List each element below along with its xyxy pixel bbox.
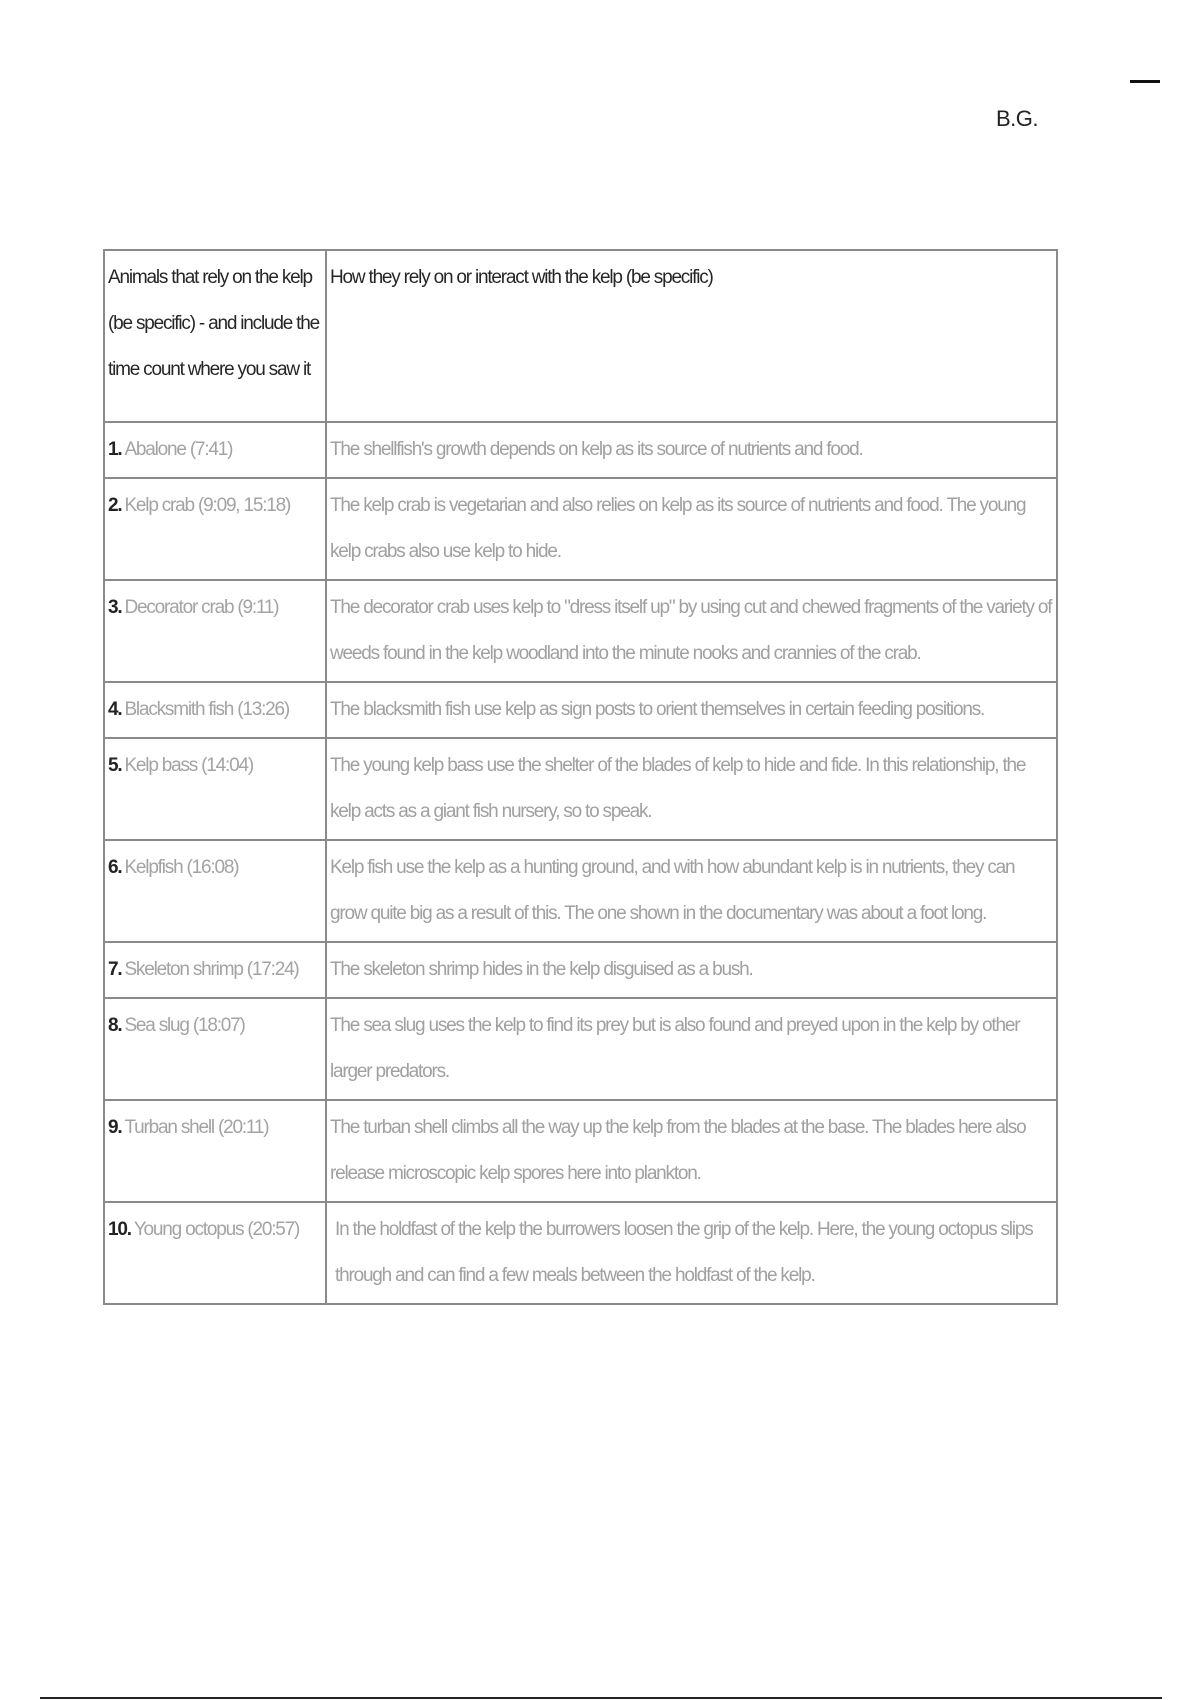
description-cell: The decorator crab uses kelp to "dress itself up" by using cut and chewed fragments of the variety of weeds found in the kelp woodland into the minute nooks and crannies of the crab.	[326, 580, 1057, 682]
animal-name: Sea slug (18:07)	[124, 1015, 245, 1036]
row-number: 1.	[108, 439, 122, 460]
row-number: 6.	[108, 857, 122, 878]
animal-cell	[104, 422, 326, 478]
description-cell: The skeleton shrimp hides in the kelp disguised as a bush.	[326, 942, 1057, 998]
table-row	[104, 998, 1057, 1100]
animal-cell	[104, 998, 326, 1100]
row-number: 3.	[108, 597, 122, 618]
animal-cell	[104, 478, 326, 580]
animal-name: Young octopus (20:57)	[133, 1219, 300, 1240]
description-cell: The turban shell climbs all the way up the kelp from the blades at the base. The blades here also release microscopic kelp spores here into plankton.	[326, 1100, 1057, 1202]
row-number: 4.	[108, 699, 122, 720]
animal-name: Kelp crab (9:09, 15:18)	[124, 495, 291, 516]
animal-name: Kelp bass (14:04)	[124, 755, 253, 776]
description-cell: Kelp fish use the kelp as a hunting ground, and with how abundant kelp is in nutrients, they can grow quite big as a result of this. The one shown in the documentary was about a foot long.	[326, 840, 1057, 942]
author-initials: B.G.	[996, 106, 1039, 131]
animal-name: Kelpfish (16:08)	[124, 857, 239, 878]
animal-name: Skeleton shrimp (17:24)	[124, 959, 299, 980]
animal-cell	[104, 1100, 326, 1202]
table-row	[104, 1202, 1057, 1304]
animal-name: Abalone (7:41)	[124, 439, 233, 460]
animal-cell	[104, 682, 326, 738]
row-number: 2.	[108, 495, 122, 516]
table-header-row	[104, 250, 1057, 422]
header-how: How they rely on or interact with the kelp (be specific)	[326, 250, 1057, 422]
description-cell: The sea slug uses the kelp to find its prey but is also found and preyed upon in the kelp by other larger predators.	[326, 998, 1057, 1100]
table-row	[104, 1100, 1057, 1202]
row-number: 8.	[108, 1015, 122, 1036]
top-dash-mark	[1130, 80, 1160, 83]
bottom-rule	[40, 1697, 1162, 1699]
description-cell: The blacksmith fish use kelp as sign posts to orient themselves in certain feeding positions.	[326, 682, 1057, 738]
animal-cell	[104, 580, 326, 682]
table-row	[104, 840, 1057, 942]
table-row	[104, 580, 1057, 682]
table-row	[104, 478, 1057, 580]
description-cell: In the holdfast of the kelp the burrowers loosen the grip of the kelp. Here, the young octopus slips through and can find a few meals between the holdfast of the kelp.	[326, 1202, 1057, 1304]
row-number: 9.	[108, 1117, 122, 1138]
animal-cell	[104, 840, 326, 942]
animal-cell	[104, 738, 326, 840]
animal-name: Blacksmith fish (13:26)	[124, 699, 290, 720]
description-cell: The shellfish's growth depends on kelp as its source of nutrients and food.	[326, 422, 1057, 478]
row-number: 10.	[108, 1219, 131, 1240]
description-cell: The kelp crab is vegetarian and also relies on kelp as its source of nutrients and food. The young kelp crabs also use kelp to hide.	[326, 478, 1057, 580]
row-number: 5.	[108, 755, 122, 776]
animal-name: Turban shell (20:11)	[124, 1117, 269, 1138]
description-cell: The young kelp bass use the shelter of the blades of kelp to hide and fide. In this relationship, the kelp acts as a giant fish nursery, so to speak.	[326, 738, 1057, 840]
table-row	[104, 738, 1057, 840]
table-row	[104, 682, 1057, 738]
table-row	[104, 942, 1057, 998]
kelp-animals-table	[103, 249, 1058, 1305]
row-number: 7.	[108, 959, 122, 980]
animal-cell	[104, 942, 326, 998]
animal-name: Decorator crab (9:11)	[124, 597, 279, 618]
table-row	[104, 422, 1057, 478]
animal-cell	[104, 1202, 326, 1304]
header-animals: Animals that rely on the kelp (be specific) - and include the time count where you saw it	[104, 250, 326, 422]
